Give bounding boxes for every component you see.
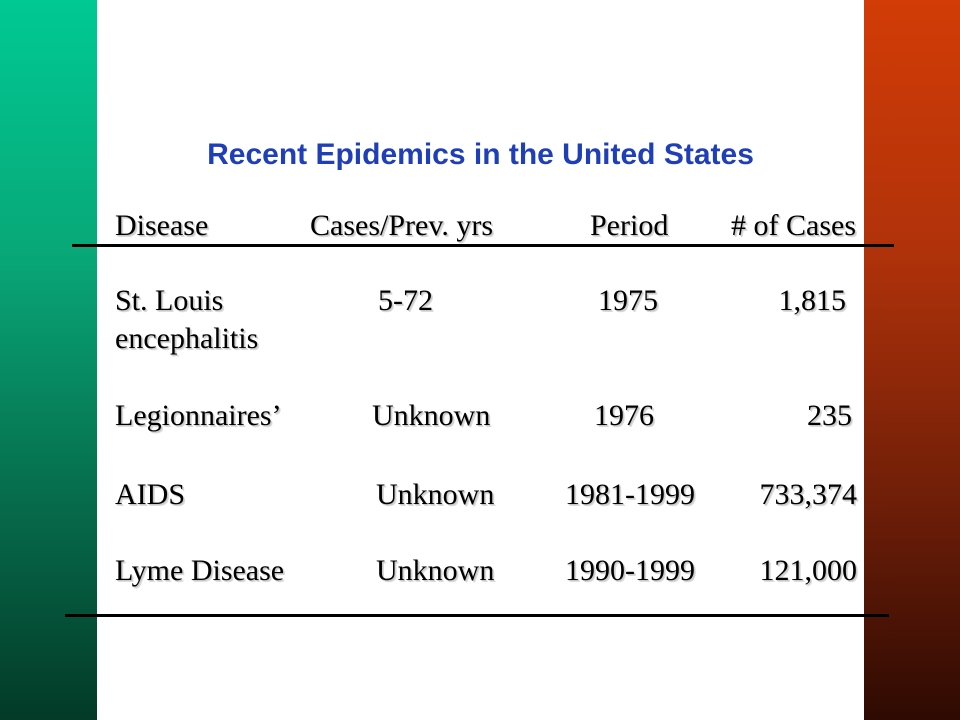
row-3-num-cases: 733,374 xyxy=(759,478,857,511)
row-2-num-cases: 235 xyxy=(807,399,852,432)
row-1-cases-prev: 5-72 xyxy=(378,284,433,317)
footer-rule xyxy=(65,614,889,617)
row-3-cases-prev: Unknown xyxy=(376,478,495,511)
row-3-period: 1981-1999 xyxy=(565,478,695,511)
left-accent-bar xyxy=(0,0,97,720)
right-accent-bar xyxy=(864,0,960,720)
row-1-period: 1975 xyxy=(598,284,658,317)
slide-title: Recent Epidemics in the United States xyxy=(207,138,754,171)
header-period: Period xyxy=(590,209,669,242)
row-3-disease: AIDS xyxy=(115,478,186,511)
header-rule xyxy=(72,244,894,247)
row-2-disease: Legionnaires’ xyxy=(115,399,282,432)
row-2-cases-prev: Unknown xyxy=(372,399,491,432)
row-4-num-cases: 121,000 xyxy=(759,554,857,587)
header-num-cases: # of Cases xyxy=(731,209,856,242)
header-disease: Disease xyxy=(115,209,209,242)
row-1-disease: St. Louis xyxy=(115,284,224,317)
row-4-disease: Lyme Disease xyxy=(115,554,285,587)
row-2-period: 1976 xyxy=(594,399,654,432)
header-cases-prev: Cases/Prev. yrs xyxy=(310,209,494,242)
row-1-num-cases: 1,815 xyxy=(778,284,846,317)
row-4-cases-prev: Unknown xyxy=(376,554,495,587)
row-4-period: 1990-1999 xyxy=(565,554,695,587)
row-1-disease-line2: encephalitis xyxy=(115,322,259,355)
